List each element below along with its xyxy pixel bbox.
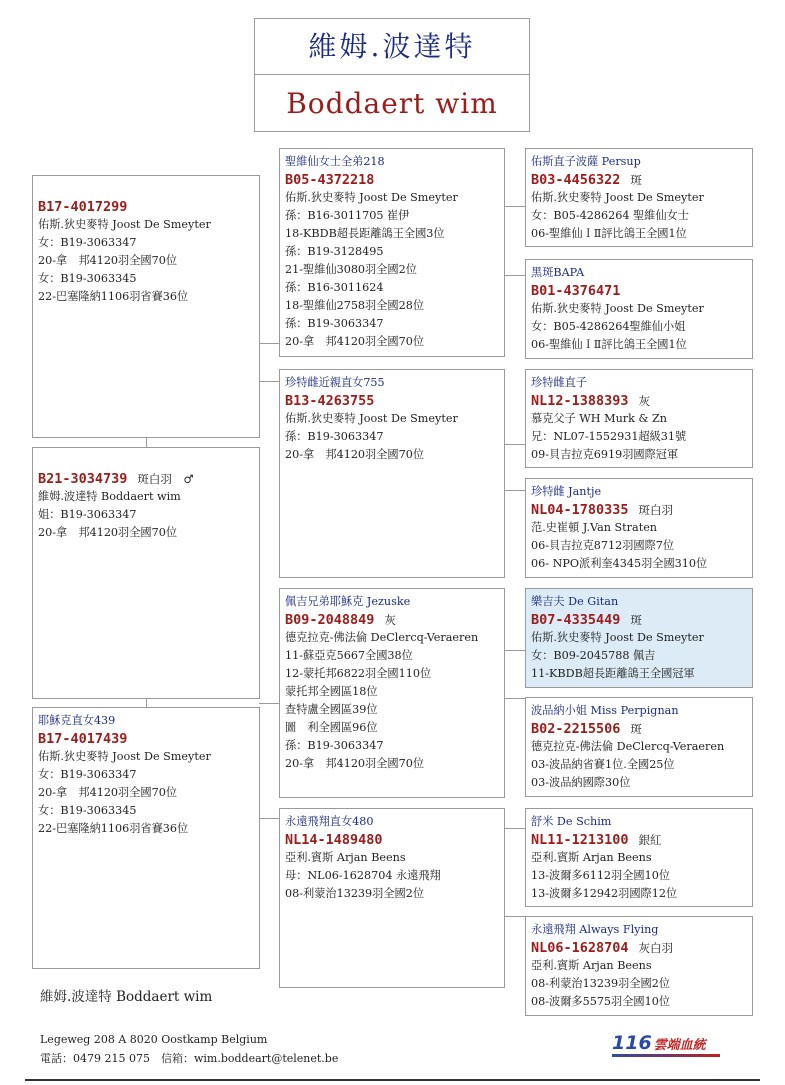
ssd-line: 女：B05-4286264聖維仙小姐 xyxy=(531,320,686,333)
sss-ring-row xyxy=(531,171,747,189)
dds-ring: NL11-1213100 xyxy=(531,832,629,848)
ss-line: 孫：B16-3011624 xyxy=(285,281,384,294)
connector xyxy=(504,275,525,276)
ssd-ring: B01-4376471 xyxy=(531,283,621,299)
sdd-ring-row xyxy=(531,501,747,519)
sss-ring: B03-4456322 xyxy=(531,172,621,188)
sdd-ring: NL04-1780335 xyxy=(531,502,629,518)
sdd-line: 06- NPO派利奎4345羽全國310位 xyxy=(531,557,708,570)
sire-line: 22-巴塞隆納1106羽省賽36位 xyxy=(38,290,189,303)
dam-line: 20-拿 邦4120羽全國70位 xyxy=(38,786,178,799)
connector xyxy=(259,818,279,819)
ss-line: 佑斯.狄史麥特 Joost De Smeyter xyxy=(285,191,458,204)
sss-name: 佑斯直子波薩 Persup xyxy=(531,155,641,168)
ss-line: 21-聖維仙3080羽全國2位 xyxy=(285,263,417,276)
sss-line: 女：B05-4286264 聖維仙女士 xyxy=(531,209,689,222)
ddd-ring-row xyxy=(531,939,747,957)
ss-line: 18-聖維仙2758羽全國28位 xyxy=(285,299,425,312)
ds-line: 孫：B19-3063347 xyxy=(285,739,384,752)
dam-line: 22-巴塞隆納1106羽省賽36位 xyxy=(38,822,189,835)
sd-line: 孫：B19-3063347 xyxy=(285,430,384,443)
dss-line: 11-KBDB超長距離鴿王全國冠軍 xyxy=(531,667,695,680)
logo-text: 雲端血統 xyxy=(653,1038,706,1053)
subject-ring-row xyxy=(38,470,254,488)
footer-contact: 電話：0479 215 075 信箱：wim.boddeart@telenet.be xyxy=(40,1052,339,1065)
ddd-ring: NL06-1628704 xyxy=(531,940,629,956)
sire-line: 女：B19-3063347 xyxy=(38,236,137,249)
dds-ring-row xyxy=(531,831,747,849)
sire-dam-card xyxy=(279,369,505,578)
sss-line: 佑斯.狄史麥特 Joost De Smeyter xyxy=(531,191,704,204)
connector xyxy=(259,343,279,344)
subject-line: 維姆.波達特 Boddaert wim xyxy=(38,490,181,503)
logo-number: 116 xyxy=(612,1032,652,1054)
sd-name: 珍特雌近親直女755 xyxy=(285,376,385,389)
sss-card xyxy=(525,148,753,247)
sire-line: 20-拿 邦4120羽全國70位 xyxy=(38,254,178,267)
ssd-line: 佑斯.狄史麥特 Joost De Smeyter xyxy=(531,302,704,315)
ddd-line: 08-波爾多5575羽全國10位 xyxy=(531,995,671,1008)
dd-ring: NL14-1489480 xyxy=(285,832,383,848)
dam-line: 女：B19-3063345 xyxy=(38,804,137,817)
dam-sire-card xyxy=(279,588,505,798)
sd-line: 佑斯.狄史麥特 Joost De Smeyter xyxy=(285,412,458,425)
connector xyxy=(504,206,525,207)
ss-line: 孫：B16-3011705 崔伊 xyxy=(285,209,410,222)
footer-address: Legeweg 208 A 8020 Oostkamp Belgium xyxy=(40,1033,268,1046)
ds-line: 德克拉克-佛法倫 DeClercq-Veraeren xyxy=(285,631,479,644)
ds-name: 佩吉兄弟耶穌克 Jezuske xyxy=(285,595,411,608)
connector xyxy=(504,490,525,491)
ds-line: 查特盧全國區39位 xyxy=(285,703,378,716)
dss-line: 佑斯.狄史麥特 Joost De Smeyter xyxy=(531,631,704,644)
dd-line: 08-利蒙治13239羽全國2位 xyxy=(285,887,425,900)
dam-name: 耶穌克直女439 xyxy=(38,714,116,727)
sds-name: 珍特雌直子 xyxy=(531,376,587,389)
dsd-ring: B02-2215506 xyxy=(531,721,621,737)
sds-color: 灰 xyxy=(638,394,651,408)
dd-line: 亞利.賓斯 Arjan Beens xyxy=(285,851,406,864)
ss-name: 聖維仙女士全弟218 xyxy=(285,155,385,168)
ds-line: 蒙托邦全國區18位 xyxy=(285,685,378,698)
connector xyxy=(259,381,279,382)
logo xyxy=(612,1032,706,1056)
owner-signature: 維姆.波達特 Boddaert wim xyxy=(40,989,213,1005)
ss-line: 孫：B19-3063347 xyxy=(285,317,384,330)
connector xyxy=(504,650,525,651)
sds-ring-row xyxy=(531,392,747,410)
subject-card xyxy=(32,447,260,699)
title-box xyxy=(254,18,530,132)
dam-line: 佑斯.狄史麥特 Joost De Smeyter xyxy=(38,750,211,763)
dss-card xyxy=(525,588,753,688)
subject-color: 斑白羽 ♂ xyxy=(137,472,194,486)
connector xyxy=(504,828,525,829)
sds-line: 兄：NL07-1552931超級31號 xyxy=(531,430,687,443)
sire-line: 女：B19-3063345 xyxy=(38,272,137,285)
sds-line: 慕克父子 WH Murk & Zn xyxy=(531,412,667,425)
connector xyxy=(504,916,525,917)
sss-color: 斑 xyxy=(630,173,642,187)
ds-line: 11-蘇亞克5667全國38位 xyxy=(285,649,413,662)
ds-ring: B09-2048849 xyxy=(285,612,375,628)
ss-ring: B05-4372218 xyxy=(285,172,375,188)
sire-sire-card xyxy=(279,148,505,357)
owner-name-chinese: 維姆.波達特 xyxy=(255,19,529,75)
ss-line: 18-KBDB超長距離鴿王全國3位 xyxy=(285,227,445,240)
dam-dam-card xyxy=(279,808,505,988)
subject-ring: B21-3034739 xyxy=(38,471,128,487)
ddd-line: 亞利.賓斯 Arjan Beens xyxy=(531,959,652,972)
ssd-name: 黑斑BAPA xyxy=(531,266,585,279)
dd-line: 母：NL06-1628704 永遠飛翔 xyxy=(285,869,441,882)
dsd-line: 德克拉克-佛法倫 DeClercq-Veraeren xyxy=(531,740,725,753)
connector xyxy=(259,703,279,704)
dss-ring-row xyxy=(531,611,747,629)
sire-line: 佑斯.狄史麥特 Joost De Smeyter xyxy=(38,218,211,231)
dss-color: 斑 xyxy=(630,613,642,627)
ssd-line: 06-聖維仙ＩⅡ評比鴿王全國1位 xyxy=(531,338,687,351)
subject-line: 20-拿 邦4120羽全國70位 xyxy=(38,526,178,539)
subject-line: 姐：B19-3063347 xyxy=(38,508,137,521)
ss-line: 20-拿 邦4120羽全國70位 xyxy=(285,335,425,348)
dds-line: 亞利.賓斯 Arjan Beens xyxy=(531,851,652,864)
logo-underline xyxy=(612,1054,720,1057)
ss-line: 孫：B19-3128495 xyxy=(285,245,384,258)
dd-name: 永遠飛翔直女480 xyxy=(285,815,374,828)
connector xyxy=(504,698,525,699)
dsd-ring-row xyxy=(531,720,747,738)
dam-line: 女：B19-3063347 xyxy=(38,768,137,781)
ddd-name: 永遠飛翔 Always Flying xyxy=(531,923,659,936)
connector xyxy=(504,444,525,445)
dam-ring: B17-4017439 xyxy=(38,731,128,747)
dss-line: 女：B09-2045788 佩吉 xyxy=(531,649,656,662)
sd-ring: B13-4263755 xyxy=(285,393,375,409)
dss-name: 樂吉夫 De Gitan xyxy=(531,595,619,608)
ddd-line: 08-利蒙治13239羽全國2位 xyxy=(531,977,671,990)
dsd-name: 波品納小姐 Miss Perpignan xyxy=(531,704,679,717)
sire-ring: B17-4017299 xyxy=(38,199,128,215)
dds-color: 銀紅 xyxy=(638,833,662,847)
dss-ring: B07-4335449 xyxy=(531,612,621,628)
dsd-line: 03-波品納省賽1位.全國25位 xyxy=(531,758,675,771)
dds-card xyxy=(525,808,753,907)
sds-card xyxy=(525,369,753,468)
dsd-line: 03-波品納國際30位 xyxy=(531,776,631,789)
dam-card xyxy=(32,707,260,969)
connector xyxy=(146,437,147,447)
sdd-card xyxy=(525,478,753,578)
sds-line: 09-貝吉拉克6919羽國際冠軍 xyxy=(531,448,679,461)
sss-line: 06-聖維仙ＩⅡ評比鴿王全國1位 xyxy=(531,227,687,240)
ssd-card xyxy=(525,259,753,359)
ds-line: 20-拿 邦4120羽全國70位 xyxy=(285,757,425,770)
ds-line: 圖 利全國區96位 xyxy=(285,721,378,734)
sdd-name: 珍特雌 Jantje xyxy=(531,485,602,498)
owner-name-english: Boddaert wim xyxy=(286,87,498,120)
sds-ring: NL12-1388393 xyxy=(531,393,629,409)
dds-line: 13-波爾多12942羽國際12位 xyxy=(531,887,678,900)
sd-line: 20-拿 邦4120羽全國70位 xyxy=(285,448,425,461)
dsd-color: 斑 xyxy=(630,722,642,736)
dds-line: 13-波爾多6112羽全國10位 xyxy=(531,869,671,882)
sdd-line: 06-貝吉拉克8712羽國際7位 xyxy=(531,539,675,552)
dds-name: 舒米 De Schim xyxy=(531,815,612,828)
sire-card xyxy=(32,175,260,438)
sdd-line: 范.史崔頓 J.Van Straten xyxy=(531,521,658,534)
bottom-rule xyxy=(25,1079,760,1081)
sdd-color: 斑白羽 xyxy=(638,503,674,517)
ds-line: 12-蒙托邦6822羽全國110位 xyxy=(285,667,432,680)
ds-color: 灰 xyxy=(384,613,396,627)
ddd-card xyxy=(525,916,753,1016)
ds-ring-row xyxy=(285,611,499,629)
ddd-color: 灰白羽 xyxy=(638,941,674,955)
dsd-card xyxy=(525,697,753,797)
